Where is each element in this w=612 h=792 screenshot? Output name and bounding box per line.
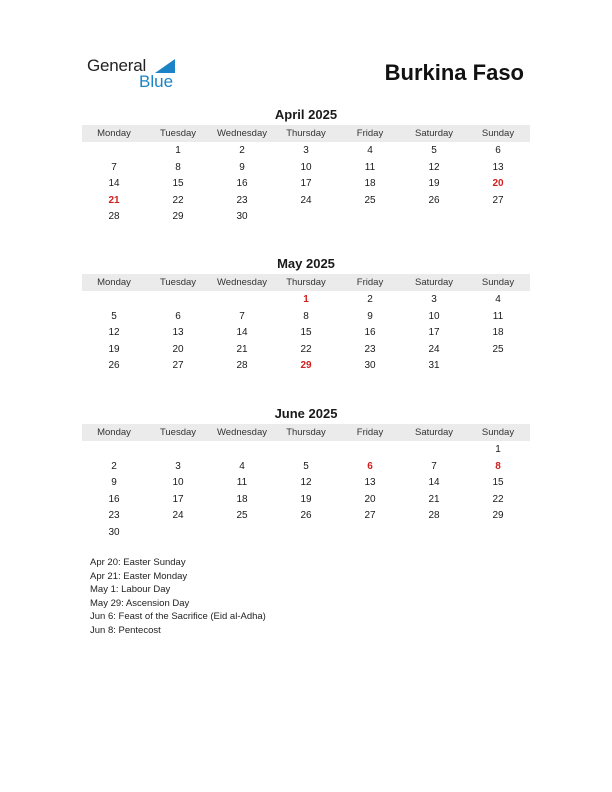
holiday-note: Jun 6: Feast of the Sacrifice (Eid al-Adha) xyxy=(90,611,266,623)
holiday-list xyxy=(90,556,266,638)
day-cell: 27 xyxy=(364,510,376,522)
empty-cell xyxy=(146,442,210,459)
holiday-day-cell: 1 xyxy=(303,294,309,305)
weekday-label: Sunday xyxy=(481,128,515,139)
weekday-label: Thursday xyxy=(286,427,326,438)
day-cell: 20 xyxy=(364,493,376,505)
day-cell: 5 xyxy=(111,310,117,322)
day-cell: 15 xyxy=(172,178,184,190)
day-cell: 25 xyxy=(492,343,504,355)
day-cell: 24 xyxy=(172,510,184,522)
day-cell: 7 xyxy=(431,460,437,472)
day-cell: 5 xyxy=(303,460,309,472)
empty-cell xyxy=(402,442,466,459)
holiday-note: Jun 8: Pentecost xyxy=(90,624,161,636)
weekday-header xyxy=(82,424,530,441)
empty-cell xyxy=(274,442,338,459)
empty-cell xyxy=(82,292,146,309)
day-cell: 22 xyxy=(492,493,504,505)
day-cell: 20 xyxy=(172,343,184,355)
day-cell: 23 xyxy=(108,510,120,522)
logo-word-general: General xyxy=(87,56,147,75)
day-cell: 10 xyxy=(172,477,184,489)
weekday-label: Wednesday xyxy=(217,128,267,139)
day-cell: 17 xyxy=(300,178,312,190)
day-cell: 12 xyxy=(108,327,120,339)
day-cell: 6 xyxy=(495,145,501,156)
day-cell: 27 xyxy=(172,360,184,372)
month-june xyxy=(82,406,530,542)
day-cell: 9 xyxy=(111,477,117,489)
day-cell: 2 xyxy=(367,294,373,305)
weekday-label: Friday xyxy=(356,427,384,438)
day-cell: 3 xyxy=(431,294,437,305)
holiday-day-cell: 8 xyxy=(495,460,501,472)
country-title: Burkina Faso xyxy=(384,60,524,85)
day-cell: 2 xyxy=(111,460,117,472)
day-cell: 21 xyxy=(428,493,440,505)
weekday-label: Friday xyxy=(356,277,384,288)
day-cell: 27 xyxy=(492,194,504,206)
day-cell: 19 xyxy=(428,178,440,190)
day-cell: 8 xyxy=(175,161,181,173)
day-cell: 10 xyxy=(428,310,440,322)
day-cell: 29 xyxy=(172,211,184,223)
weekday-label: Sunday xyxy=(481,277,515,288)
empty-cell xyxy=(210,442,274,459)
month-title: May 2025 xyxy=(277,256,335,271)
day-cell: 9 xyxy=(367,310,373,322)
day-cell: 4 xyxy=(239,460,245,472)
day-cell: 12 xyxy=(428,161,440,173)
day-cell: 3 xyxy=(303,145,309,156)
day-cell: 15 xyxy=(492,477,504,489)
day-cell: 1 xyxy=(175,145,181,156)
holiday-day-cell: 21 xyxy=(108,194,120,206)
generalblue-logo xyxy=(87,56,187,92)
day-cell: 30 xyxy=(108,526,120,538)
empty-cell xyxy=(146,292,210,309)
day-cell: 18 xyxy=(364,178,376,190)
weekday-label: Sunday xyxy=(481,427,515,438)
day-cell: 4 xyxy=(495,294,501,305)
weekday-label: Tuesday xyxy=(159,427,197,438)
weekday-label: Saturday xyxy=(414,427,454,438)
weekday-label: Monday xyxy=(97,128,131,139)
day-cell: 24 xyxy=(300,194,312,206)
weekday-label: Wednesday xyxy=(217,427,267,438)
day-cell: 16 xyxy=(108,493,120,505)
holiday-day-cell: 20 xyxy=(492,178,504,190)
weekday-label: Monday xyxy=(97,427,131,438)
day-cell: 15 xyxy=(300,327,312,339)
day-grid xyxy=(82,292,530,375)
month-april xyxy=(82,107,530,226)
day-cell: 23 xyxy=(364,343,376,355)
day-cell: 1 xyxy=(495,444,501,455)
day-cell: 22 xyxy=(172,194,184,206)
day-cell: 6 xyxy=(175,310,181,322)
logo-word-blue: Blue xyxy=(139,72,174,91)
day-cell: 26 xyxy=(300,510,312,522)
day-cell: 29 xyxy=(492,510,504,522)
day-cell: 8 xyxy=(303,310,309,322)
day-cell: 16 xyxy=(236,178,248,190)
day-cell: 23 xyxy=(236,194,248,206)
month-title: April 2025 xyxy=(274,107,338,122)
day-cell: 10 xyxy=(300,161,312,173)
weekday-label: Thursday xyxy=(286,277,326,288)
day-cell: 24 xyxy=(428,343,440,355)
day-cell: 19 xyxy=(108,343,120,355)
day-cell: 4 xyxy=(367,145,373,156)
holiday-note: May 1: Labour Day xyxy=(90,584,171,596)
holiday-note: Apr 20: Easter Sunday xyxy=(90,557,186,568)
weekday-label: Thursday xyxy=(286,128,326,139)
day-cell: 26 xyxy=(108,360,120,372)
day-cell: 28 xyxy=(108,211,120,223)
weekday-label: Tuesday xyxy=(159,128,197,139)
empty-cell xyxy=(338,442,402,459)
weekday-label: Saturday xyxy=(414,128,454,139)
day-cell: 28 xyxy=(428,510,440,522)
day-cell: 7 xyxy=(111,161,117,173)
holiday-day-cell: 29 xyxy=(300,360,312,372)
holiday-note: Apr 21: Easter Monday xyxy=(90,570,188,582)
day-cell: 14 xyxy=(236,327,248,339)
day-cell: 31 xyxy=(428,360,440,372)
day-cell: 26 xyxy=(428,194,440,206)
empty-cell xyxy=(82,143,146,160)
day-cell: 19 xyxy=(300,493,312,505)
day-grid xyxy=(82,442,530,542)
day-cell: 18 xyxy=(236,493,248,505)
day-cell: 11 xyxy=(364,161,376,173)
month-may xyxy=(82,256,530,375)
day-cell: 25 xyxy=(236,510,248,522)
day-cell: 13 xyxy=(492,161,504,173)
day-cell: 14 xyxy=(108,178,120,190)
holiday-day-cell: 6 xyxy=(367,460,373,472)
day-cell: 7 xyxy=(239,310,245,322)
day-cell: 18 xyxy=(492,327,504,339)
weekday-header xyxy=(82,125,530,142)
month-title: June 2025 xyxy=(274,406,338,421)
weekday-header xyxy=(82,274,530,291)
day-cell: 14 xyxy=(428,477,440,489)
weekday-label: Friday xyxy=(356,128,384,139)
day-cell: 9 xyxy=(239,161,245,173)
logo-triangle-icon xyxy=(155,59,175,73)
empty-cell xyxy=(82,442,146,459)
day-cell: 12 xyxy=(300,477,312,489)
day-cell: 25 xyxy=(364,194,376,206)
day-cell: 2 xyxy=(239,145,245,156)
weekday-label: Monday xyxy=(97,277,131,288)
day-cell: 3 xyxy=(175,460,181,472)
day-cell: 13 xyxy=(364,477,376,489)
weekday-label: Tuesday xyxy=(159,277,197,288)
day-cell: 22 xyxy=(300,343,312,355)
day-cell: 17 xyxy=(428,327,440,339)
day-cell: 17 xyxy=(172,493,184,505)
day-cell: 30 xyxy=(236,211,248,223)
day-grid xyxy=(82,143,530,226)
holiday-note: May 29: Ascension Day xyxy=(90,597,190,609)
day-cell: 13 xyxy=(172,327,184,339)
empty-cell xyxy=(210,292,274,309)
day-cell: 11 xyxy=(492,310,504,322)
day-cell: 21 xyxy=(236,343,248,355)
weekday-label: Saturday xyxy=(414,277,454,288)
day-cell: 30 xyxy=(364,360,376,372)
day-cell: 5 xyxy=(431,145,437,156)
day-cell: 28 xyxy=(236,360,248,372)
weekday-label: Wednesday xyxy=(217,277,267,288)
day-cell: 11 xyxy=(236,477,248,489)
day-cell: 16 xyxy=(364,327,376,339)
